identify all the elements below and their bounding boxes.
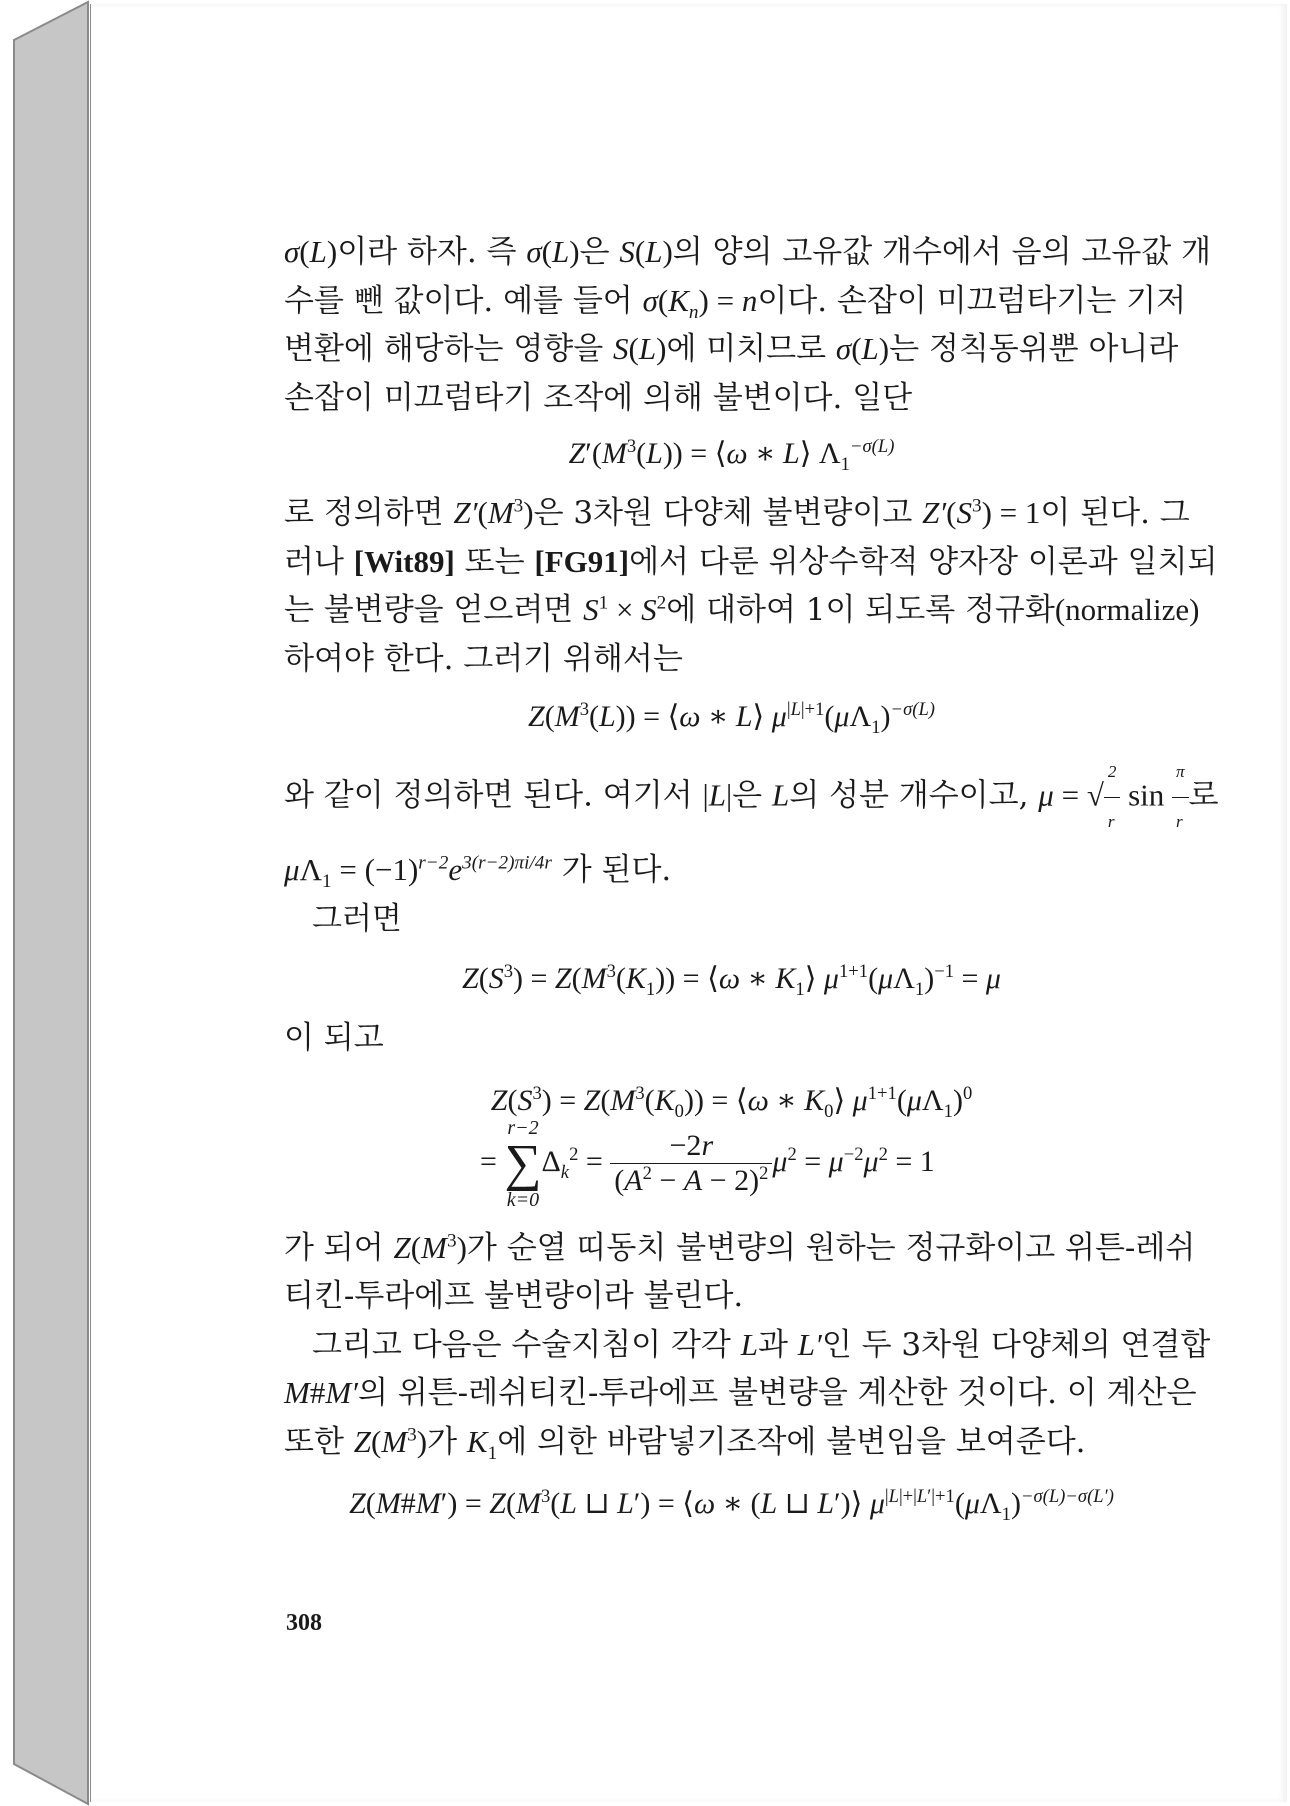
paragraph-4: 그러면	[312, 900, 402, 937]
paragraph-6-line-2: 티킨-투라에프 불변량이라 불린다.	[284, 1278, 744, 1314]
paragraph-2-line-4: 하여야 한다. 그러기 위해서는	[284, 640, 683, 677]
paragraph-5: 이 되고	[284, 1020, 384, 1056]
paragraph-1-line-2: 수를 뺀 값이다. 예를 들어 $\sigma(K_n) = n$이다. 손잡이 미끄럼타기는 기저	[284, 282, 1187, 323]
equation-2: $Z(M^3(L))$ = ⟨ω ∗ L⟩ $\mu^{|L|+1}(\mu\Lambda_1)^{-\sigma(L)}$	[528, 699, 935, 738]
paragraph-1-line-1: σ(L)이라 하자. 즉 σ(L)은 S(L)의 양의 고유값 개수에서 음의 고유값 개	[284, 234, 1212, 270]
page-content	[284, 228, 1218, 1525]
paragraph-6	[284, 1224, 1196, 1321]
equation-4b: = r−2 ∑ k=0 $\Delta_k^2$ = $\frac{-2r}{(A^2 - A - 2)^2}$ $\mu^2 = \mu^{-2}\mu^2 = 1$	[480, 1116, 935, 1211]
book-spine	[0, 0, 90, 1806]
paragraph-3-line-1: 와 같이 정의하면 된다. 여기서 |L|은 L의 성분 개수이고, μ = √ $\frac{2}{r}$ sin $\frac{\pi}{r}$	[284, 748, 1179, 846]
paragraph-6-line-1: 가 되어 $Z(M^3)$가 순열 띠동치 불변량의 원하는 정규화이고 위튼-레쉬	[284, 1229, 1196, 1266]
paragraph-3-line-2: $\mu\Lambda_1 = (-1)^{r-2}e^{3(r-2)\pi i/4r}$ 가 된다.	[284, 852, 672, 893]
equation-1: $Z'(M^3(L))$ = ⟨ω ∗ L⟩ $\Lambda_1^{-\sigma(L)}$	[568, 436, 895, 475]
paragraph-2-line-3: 는 불변량을 얻으려면 $S^1 \times S^2$에 대하여 1이 되도록 정규화(normalize)	[284, 592, 1200, 628]
paragraph-7-line-1: 그리고 다음은 수술지침이 각각 L과 L′인 두 3차원 다양체의 연결합	[312, 1326, 1211, 1363]
paragraph-2-line-2: 러나 [Wit89] 또는 [FG91]에서 다룬 위상수학적 양자장 이론과 일치되	[284, 543, 1218, 580]
equation-3: $Z(S^3) = Z(M^3(K_1))$ = ⟨ω ∗ $K_1⟩$ $\mu^{1+1}(\mu\Lambda_1)^{-1} = \mu$	[462, 961, 1001, 1000]
paragraph-2	[284, 489, 1218, 683]
page-number: 308	[286, 1610, 322, 1636]
equation-5: Z(M#M′) = $Z(M^3(L$ ⊔ L′) = ⟨ω ∗ (L ⊔ L′)⟩ $\mu^{|L|+|L'|+1}(\mu\Lambda_1)^{-\sigma(L)-\sigma(L')}$	[349, 1486, 1114, 1525]
paragraph-1	[284, 228, 1212, 422]
paragraph-1-line-3: 변환에 해당하는 영향을 S(L)에 미치므로 σ(L)는 정칙동위뿐 아니라	[284, 331, 1179, 367]
paragraph-7-line-3: 또한 $Z(M^3)$가 $K_1$에 의한 바람넣기조작에 불변임을 보여준다.	[284, 1423, 1086, 1464]
paragraph-7	[284, 1321, 1211, 1467]
paragraph-3	[284, 748, 1185, 895]
paragraph-1-line-4: 손잡이 미끄럼타기 조작에 의해 불변이다. 일단	[284, 379, 913, 416]
paragraph-2-line-1: 로 정의하면 $Z'(M^3)$은 3차원 다양체 불변량이고 $Z'(S^3) = 1$이 된다. 그	[284, 495, 1190, 531]
paragraph-7-line-2: M#M′의 위튼-레쉬티킨-투라에프 불변량을 계산한 것이다. 이 계산은	[284, 1375, 1197, 1411]
equation-4a: $Z(S^3) = Z(M^3(K_0))$ = ⟨ω ∗ $K_0⟩$ $\mu^{1+1}(\mu\Lambda_1)^0$	[490, 1082, 973, 1122]
